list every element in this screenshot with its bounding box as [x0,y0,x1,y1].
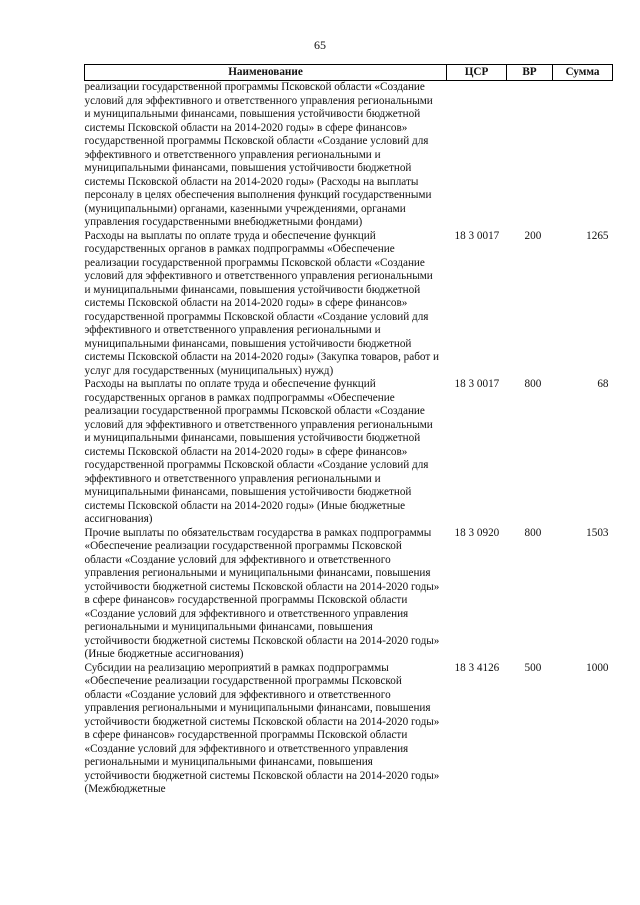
row-sum [553,81,613,230]
row-csr: 18 3 0017 [454,378,500,390]
table-row [85,81,613,230]
row-name: Субсидии на реализацию мероприятий в рамках подпрограммы «Обеспечение реализации государственной программы Псковской области «Создание условий для эффективного и ответственного управления региональными и муниципальными финансами, повышения устойчивости бюджетной системы Псковской области на 2014-2020 годы» в сфере финансов» государственной программы Псковской области «Создание условий для эффективного и ответственного управления региональными и муниципальными финансами, повышения устойчивости бюджетной системы Псковской области на 2014-2020 годы» (Межбюджетные [84,661,440,795]
row-vr: 800 [524,378,542,390]
row-csr: 18 3 0017 [454,229,500,242]
row-name: реализации государственной программы Псковской области «Создание условий для эффективного и ответственного управления региональными и муниципальными финансами, повышения устойчивости бюджетной системы Псковской области на 2014-2020 годы» в сфере финансов» государственной программы Псковской области «Создание условий для эффективного и ответственного управления региональными и муниципальными финансами, повышения устойчивости бюджетной системы Псковской области на 2014-2020 годы» (Расходы на выплаты персоналу в целях обеспечения выполнения функций государственными (муниципальными) органами, казенными учреждениями, органами управления государственными внебюджетными фондами) [84,81,433,228]
row-vr: 800 [524,526,542,539]
row-vr: 500 [524,661,542,674]
row-sum: 1503 [586,526,609,539]
table-row [85,230,613,379]
row-csr [447,81,507,230]
row-sum: 1000 [586,661,609,674]
row-name: Расходы на выплаты по оплате труда и обеспечение функций государственных органов в рамках подпрограммы «Обеспечение реализации государственной программы Псковской области «Создание условий для эффективного и ответственного управления региональными и муниципальными финансами, повышения устойчивости бюджетной системы Псковской области на 2014-2020 годы» в сфере финансов» государственной программы Псковской области «Создание условий для эффективного и ответственного управления региональными и муниципальными финансами, повышения устойчивости бюджетной системы Псковской области на 2014-2020 годы» (Иные бюджетные ассигнования) [84,378,433,525]
row-name: Прочие выплаты по обязательствам государства в рамках подпрограммы «Обеспечение реализации государственной программы Псковской области «Создание условий для эффективного и ответственного управления региональными и муниципальными финансами, повышения устойчивости бюджетной системы Псковской области на 2014-2020 годы» в сфере финансов» государственной программы Псковской области «Создание условий для эффективного и ответственного управления региональными и муниципальными финансами, повышения устойчивости бюджетной системы Псковской области на 2014-2020 годы» (Иные бюджетные ассигнования) [84,526,440,660]
table-body [85,81,613,797]
row-csr: 18 3 4126 [454,661,500,674]
row-sum: 68 [597,378,609,390]
header-csr: ЦСР [447,65,507,81]
table-row [85,662,613,797]
row-vr: 200 [524,229,542,242]
table-header [85,65,613,81]
table-row [85,527,613,662]
header-sum: Сумма [553,65,613,81]
header-vr: ВР [507,65,553,81]
row-name: Расходы на выплаты по оплате труда и обеспечение функций государственных органов в рамках подпрограммы «Обеспечение реализации государственной программы Псковской области «Создание условий для эффективного и ответственного управления региональными и муниципальными финансами, повышения устойчивости бюджетной системы Псковской области на 2014-2020 годы» в сфере финансов» государственной программы Псковской области «Создание условий для эффективного и ответственного управления региональными и муниципальными финансами, повышения устойчивости бюджетной системы Псковской области на 2014-2020 годы» (Закупка товаров, работ и услуг для государственных (муниципальных) нужд) [84,229,440,377]
table-row [85,378,613,527]
row-csr: 18 3 0920 [454,526,500,539]
row-sum: 1265 [586,229,609,242]
budget-table [84,64,613,797]
header-name: Наименование [85,65,447,81]
row-vr [507,81,553,230]
page-number: 65 [314,38,326,52]
